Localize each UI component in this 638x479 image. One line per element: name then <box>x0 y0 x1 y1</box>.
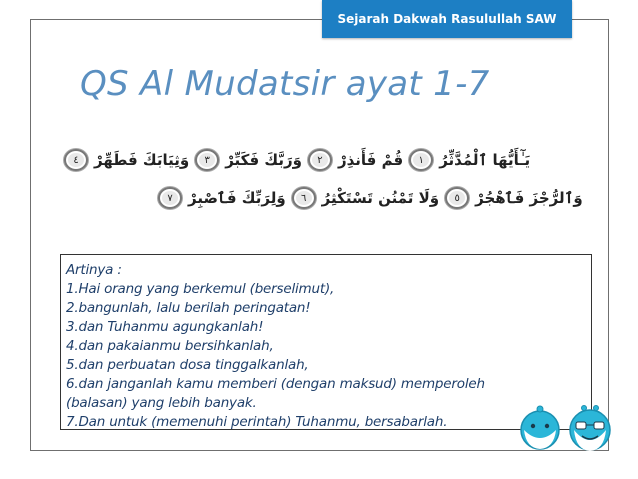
ayah-4-text: وَثِيَابَكَ فَطَهِّرْ <box>94 151 190 169</box>
arabic-line-2 <box>158 182 610 214</box>
ayah-2-text: قُمْ فَأَنذِرْ <box>337 151 404 169</box>
ayah-number-3: ٣ <box>195 149 219 171</box>
translation-heading: Artinya : <box>66 262 122 278</box>
ayah-1-text: يَـٰٓأَيُّهَا ٱلْمُدَّثِّرُ <box>439 151 531 169</box>
ayah-3-text: وَرَبَّكَ فَكَبِّرْ <box>225 151 302 169</box>
translation-line-3: 3.dan Tuhanmu agungkanlah! <box>66 319 264 335</box>
translation-line-8: 7.Dan untuk (memenuhi perintah) Tuhanmu, bersabarlah. <box>66 414 448 430</box>
mascot-right-icon <box>570 406 610 452</box>
translation-line-7: (balasan) yang lebih banyak. <box>66 395 257 411</box>
ayah-number-6: ٦ <box>292 187 316 209</box>
ayah-number-2: ٢ <box>308 149 332 171</box>
ayah-number-4: ٤ <box>64 149 88 171</box>
mascot-left-icon <box>521 406 559 449</box>
slide-title: QS Al Mudatsir ayat 1-7 <box>80 64 490 104</box>
ayah-5-text: وَٱلرُّجْزَ فَٱهْجُرْ <box>475 189 583 207</box>
translation-line-5: 5.dan perbuatan dosa tinggalkanlah, <box>66 357 309 373</box>
header-tab-label: Sejarah Dakwah Rasulullah SAW <box>337 12 557 26</box>
translation-line-1: 1.Hai orang yang berkemul (berselimut), <box>66 281 335 297</box>
translation-line-4: 4.dan pakaianmu bersihkanlah, <box>66 338 274 354</box>
ayah-number-7: ٧ <box>158 187 182 209</box>
ayah-number-1: ١ <box>409 149 433 171</box>
mascot-characters-icon <box>518 400 618 462</box>
translation-line-2: 2.bangunlah, lalu berilah peringatan! <box>66 300 311 316</box>
header-tab <box>322 0 572 38</box>
translation-line-6: 6.dan janganlah kamu memberi (dengan maksud) memperoleh <box>66 376 485 392</box>
ayah-number-5: ٥ <box>445 187 469 209</box>
translation-box <box>60 254 592 430</box>
arabic-line-1 <box>64 144 616 176</box>
ayah-6-text: وَلَا تَمْنُن تَسْتَكْثِرُ <box>321 189 440 207</box>
ayah-7-text: وَلِرَبِّكَ فَٱصْبِرْ <box>188 189 286 207</box>
